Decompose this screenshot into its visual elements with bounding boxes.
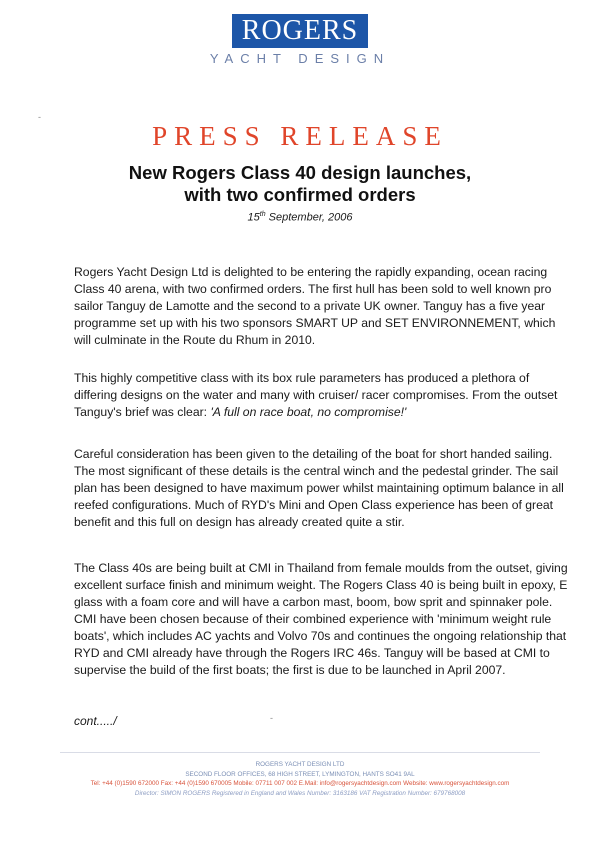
scan-mark: - [38, 112, 41, 122]
scan-mark: - [270, 713, 273, 723]
footer-divider [60, 752, 540, 753]
paragraph-2 [74, 370, 574, 421]
title-line-1: New Rogers Class 40 design launches, [128, 162, 472, 183]
press-release-heading: PRESS RELEASE [152, 121, 448, 151]
footer-address: SECOND FLOOR OFFICES, 68 HIGH STREET, LYMINGTON, HANTS SO41 9AL [185, 770, 415, 778]
paragraph-2-quote: 'A full on race boat, no compromise!' [210, 405, 407, 419]
page-title [0, 162, 600, 206]
logo-name: ROGERS [241, 15, 359, 46]
paragraph-4: The Class 40s are being built at CMI in Thailand from female moulds from the outset, giving excellent surface finish and minimum weight. The Rogers Class 40 is being built in epoxy, E glass with a foam core and will have a carbon mast, boom, bow sprit and spinnaker pole. CMI have been chosen because of their combined experience with 'minimum weight rule boats', which includes AC yachts and Volvo 70s and continues the ongoing relationship that RYD and CMI already have through the Rogers IRC 46s. Tanguy will be based at CMI to supervise the build of the first boats; the first is due to be launched in April 2007. [74, 561, 568, 677]
company-logo [232, 14, 368, 48]
release-date [0, 211, 600, 224]
paragraph-2-text: This highly competitive class with its box rule parameters has produced a plethora of differing designs on the water and many with cruiser/ racer compromises. From the outset Tanguy's brief was clear: [74, 371, 558, 419]
logo-subtitle: YACHT DESIGN [209, 51, 391, 66]
continued-note: cont...../ [74, 714, 117, 728]
footer [0, 760, 600, 798]
footer-company: ROGERS YACHT DESIGN LTD [255, 761, 345, 768]
date-rest: September, 2006 [265, 211, 353, 224]
footer-contact: Tel: +44 (0)1590 672000 Fax: +44 (0)1590 670005 Mobile: 07711 007 002 E.Mail: info@rogersyachtdesign.com Website: www.rogersyachtdesign.com [90, 780, 510, 787]
paragraph-1: Rogers Yacht Design Ltd is delighted to be entering the rapidly expanding, ocean racing Class 40 arena, with two confirmed orders. The first hull has been sold to well known pro sailor Tanguy de Lamotte and the second to a private UK owner. Tanguy has a five year programme set up with his two sponsors SMART UP and SET ENVIRONNEMENT, which will culminate in the Route du Rhum in 2010. [74, 265, 556, 347]
title-line-2: with two confirmed orders [184, 184, 416, 205]
date-day: 15 [247, 211, 260, 224]
date-ordinal: th [259, 211, 266, 218]
footer-registration: Director: SIMON ROGERS Registered in England and Wales Number: 3163186 VAT Registration Number: 679768008 [134, 789, 466, 797]
paragraph-3: Careful consideration has been given to the detailing of the boat for short handed sailing. The most significant of these details is the central winch and the pedestal grinder. The sail plan has been designed to have maximum power whilst maintaining optimum balance in all reefed configurations. Much of RYD's Mini and Open Class experience has been of great benefit and this full on design has already created quite a stir. [74, 447, 564, 529]
